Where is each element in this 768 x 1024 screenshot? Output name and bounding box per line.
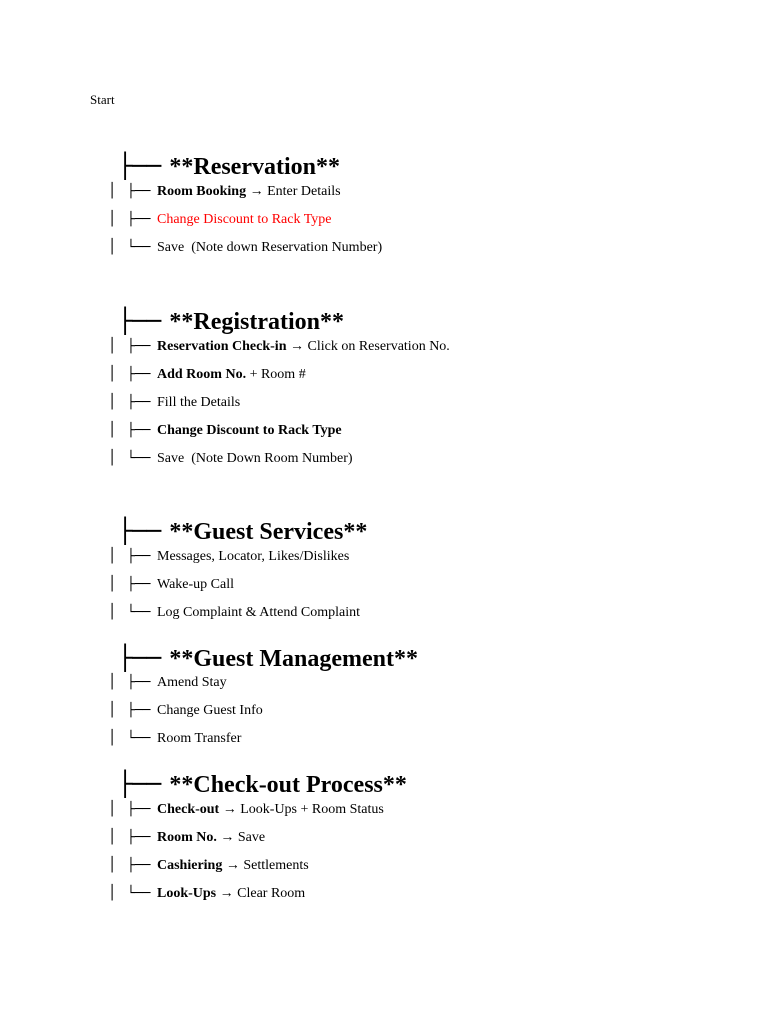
item-content <box>157 886 305 901</box>
tree-pipe: │ <box>108 211 117 227</box>
tree-branch: ├── <box>118 517 162 545</box>
item-text: Log Complaint & Attend Complaint <box>157 605 360 620</box>
tree-branch: ├── <box>127 423 151 438</box>
tree-pipe: │ <box>108 857 117 873</box>
item-bold-label: Reservation Check-in <box>157 339 287 354</box>
tree-branch: ├── <box>127 212 151 227</box>
tree-branch: ├── <box>127 367 151 382</box>
section-title: **Check-out Process** <box>169 772 407 798</box>
section-title: **Reservation** <box>169 154 340 180</box>
item-text: → Enter Details <box>246 184 341 199</box>
tree-pipe: │ <box>108 829 117 845</box>
item-bold-label: Room No. <box>157 830 217 845</box>
tree-item <box>94 428 353 489</box>
tree-branch: ├── <box>118 152 162 180</box>
tree-pipe: │ <box>108 548 117 564</box>
tree-branch: └── <box>127 451 151 466</box>
tree-branch: ├── <box>127 830 151 845</box>
item-bold-label: Change Discount to Rack Type <box>157 423 342 438</box>
tree-pipe: │ <box>108 394 117 410</box>
tree-branch: ├── <box>127 395 151 410</box>
item-text: → Click on Reservation No. <box>286 339 450 354</box>
item-text: → Clear Room <box>216 886 306 901</box>
tree-pipe: │ <box>108 366 117 382</box>
item-text: → Settlements <box>222 858 309 873</box>
item-text: Room Transfer <box>157 731 242 746</box>
tree-branch: ├── <box>127 703 151 718</box>
tree-branch: ├── <box>118 307 162 335</box>
section-title: **Guest Management** <box>169 646 418 672</box>
item-text: Wake-up Call <box>157 577 235 592</box>
tree-pipe: │ <box>108 702 117 718</box>
item-text: Messages, Locator, Likes/Dislikes <box>157 549 350 564</box>
start-label: Start <box>90 92 115 107</box>
item-text: → Look-Ups + Room Status <box>219 802 384 817</box>
item-bold-label: Room Booking <box>157 184 247 199</box>
tree-pipe: │ <box>108 338 117 354</box>
tree-branch: ├── <box>127 549 151 564</box>
item-text: Save (Note Down Room Number) <box>157 451 353 466</box>
item-bold-label: Look-Ups <box>157 886 217 901</box>
item-bold-label: Cashiering <box>157 858 223 873</box>
item-text: Fill the Details <box>157 395 241 410</box>
tree-branch: └── <box>127 605 151 620</box>
tree-pipe: │ <box>108 450 117 466</box>
tree-branch: └── <box>127 731 151 746</box>
tree-pipe: │ <box>108 183 117 199</box>
tree-branch: ├── <box>118 770 162 798</box>
item-text: + Room # <box>246 367 306 382</box>
item-text-highlighted: Change Discount to Rack Type <box>157 212 332 227</box>
tree-pipe: │ <box>108 604 117 620</box>
item-text: Save (Note down Reservation Number) <box>157 240 383 255</box>
tree-branch: ├── <box>127 577 151 592</box>
tree-branch: ├── <box>127 858 151 873</box>
tree-item <box>94 217 382 278</box>
tree-branch: ├── <box>127 184 151 199</box>
item-content <box>157 240 382 255</box>
tree-branch: ├── <box>127 802 151 817</box>
tree-pipe: │ <box>108 576 117 592</box>
tree-pipe: │ <box>108 730 117 746</box>
item-bold-label: Check-out <box>157 802 220 817</box>
tree-item <box>94 863 305 924</box>
tree-pipe: │ <box>108 239 117 255</box>
item-bold-label: Add Room No. <box>157 367 247 382</box>
section-title: **Registration** <box>169 309 345 335</box>
tree-pipe: │ <box>108 885 117 901</box>
item-content <box>157 451 353 466</box>
tree-pipe: │ <box>108 674 117 690</box>
tree-branch: ├── <box>118 644 162 672</box>
tree-branch: └── <box>127 240 151 255</box>
section-title: **Guest Services** <box>169 519 368 545</box>
item-text: Change Guest Info <box>157 703 263 718</box>
tree-pipe: │ <box>108 801 117 817</box>
tree-branch: ├── <box>127 675 151 690</box>
tree-branch: └── <box>127 886 151 901</box>
item-text: Amend Stay <box>157 675 227 690</box>
tree-branch: ├── <box>127 339 151 354</box>
item-text: → Save <box>216 830 266 845</box>
tree-pipe: │ <box>108 422 117 438</box>
